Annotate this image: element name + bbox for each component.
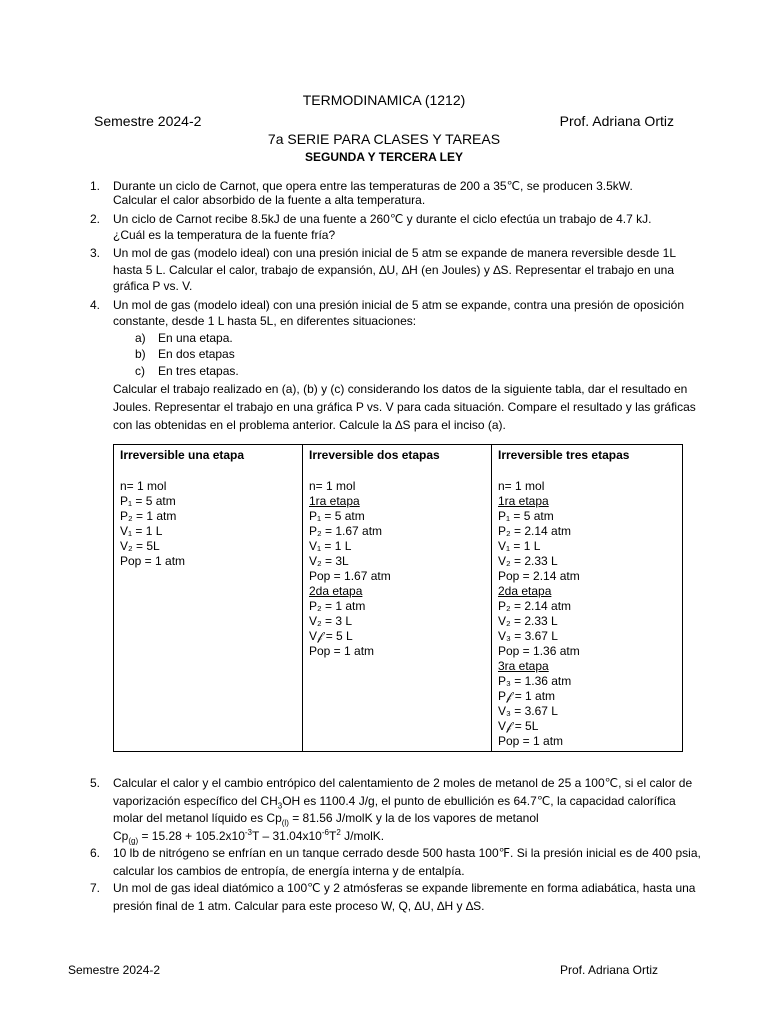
problem-number: 2. xyxy=(90,212,101,226)
cell-line: P₁ = 5 atm xyxy=(309,509,365,523)
cell-line: V₃ = 3.67 L xyxy=(498,704,558,718)
cell-line: n= 1 mol xyxy=(498,479,545,493)
data-table xyxy=(113,444,683,752)
cell-line: Pop = 2.14 atm xyxy=(498,569,580,583)
problem-text: Un mol de gas ideal diatómico a 100℃ y 2 atmósferas se expande libremente en forma adiabática, hasta una presión final de 1 atm. Calcular para este proceso W, Q, ∆U, ∆H y ∆S. xyxy=(113,881,696,913)
problem-number: 7. xyxy=(90,881,101,895)
problem-2 xyxy=(90,211,702,243)
cell-line: Pop = 1.36 atm xyxy=(498,644,580,658)
cell-line: P₁ = 5 atm xyxy=(498,509,554,523)
problem-text: Un mol de gas (modelo ideal) con una presión inicial de 5 atm se expande de manera reversible desde 1L hasta 5 L. Calcular el calor, trabajo de expansión, ∆U, ∆H (en Joules) y ∆S. Representar el trabajo en una gráfica P vs. V. xyxy=(113,246,676,293)
problem-text-line: ¿Cuál es la temperatura de la fuente fría? xyxy=(113,228,336,242)
cell-line: P₂ = 2.14 atm xyxy=(498,599,572,613)
stage-heading: 3ra etapa xyxy=(498,659,549,673)
problem-text-line: Calcular el calor absorbido de la fuente a alta temperatura. xyxy=(113,193,426,207)
cell-line: V₃ = 3.67 L xyxy=(498,629,558,643)
problem-number: 4. xyxy=(90,297,101,312)
table-header: Irreversible tres etapas xyxy=(492,445,683,467)
problem-text: 10 lb de nitrógeno se enfrían en un tanque cerrado desde 500 hasta 100℉. Si la presión inicial es de 400 psia, calcular los cambios de entropía, de energía interna y de entalpía. xyxy=(113,846,701,878)
sub-list xyxy=(113,330,702,380)
footer-professor: Prof. Adriana Ortiz xyxy=(559,963,658,977)
text-run: J/molK. xyxy=(340,828,385,843)
sub-item-label: b) xyxy=(135,347,146,361)
table-header: Irreversible dos etapas xyxy=(303,445,492,467)
problem-number: 1. xyxy=(90,179,101,193)
cell-line: P₂ = 1.67 atm xyxy=(309,524,383,538)
problem-1 xyxy=(90,179,702,207)
problem-number: 3. xyxy=(90,246,101,260)
cell-line: V𝒻 = 5L xyxy=(498,719,539,733)
problem-text-line: Un ciclo de Carnot recibe 8.5kJ de una fuente a 260℃ y durante el ciclo efectúa un trabajo de 4.7 kJ. xyxy=(113,212,652,226)
problem-text: Un mol de gas (modelo ideal) con una presión inicial de 5 atm se expande, contra una presión de oposición constante, desde 1 L hasta 5L, en diferentes situaciones: xyxy=(113,297,685,328)
cell-line: V₂ = 2.33 L xyxy=(498,554,558,568)
text-run: OH es 1100.4 J/g, el punto de ebullición es 64.7℃, la capacidad calorífica molar del metanol líquido es Cp xyxy=(113,793,676,825)
subscript: (g) xyxy=(128,835,139,845)
cell-line: V₁ = 1 L xyxy=(309,539,352,553)
text-run: = 15.28 + 105.2x10 xyxy=(138,828,245,843)
problem-text-after: Calcular el trabajo realizado en (a), (b) y (c) considerando los datos de la siguiente tabla, dar el resultado en Joules. Representar el trabajo en una gráfica P vs. V para cada situación. Compare el resultado y las gráficas con las obtenidas en el problema anterior. Calcule la ∆S para el inciso (a). xyxy=(113,382,696,432)
sub-item-c xyxy=(135,363,702,380)
cell-line: Pop = 1 atm xyxy=(309,644,375,658)
problem-5 xyxy=(90,775,702,845)
problem-6 xyxy=(90,845,702,880)
subscript: (l) xyxy=(281,818,289,828)
table-row xyxy=(114,466,683,752)
cell-line: P₂ = 1 atm xyxy=(309,599,366,613)
cell-line: P₂ = 2.14 atm xyxy=(498,524,572,538)
text-run: Cp xyxy=(113,828,129,843)
cell-line: n= 1 mol xyxy=(309,479,356,493)
problem-4 xyxy=(90,297,702,435)
semester-label: Semestre 2024-2 xyxy=(94,113,202,129)
table-cell-one-stage xyxy=(114,466,303,752)
professor-label: Prof. Adriana Ortiz xyxy=(559,113,674,129)
sub-item-label: c) xyxy=(135,363,145,378)
problem-3 xyxy=(90,245,702,295)
sub-item-b xyxy=(135,346,702,363)
section-subtitle: SEGUNDA Y TERCERA LEY xyxy=(304,150,464,164)
text-run: T – 31.04x10 xyxy=(252,828,322,843)
series-title: 7a SERIE PARA CLASES Y TAREAS xyxy=(267,131,501,147)
cell-line: V₁ = 1 L xyxy=(120,524,163,538)
superscript: -3 xyxy=(244,827,253,837)
cell-line: P₃ = 1.36 atm xyxy=(498,674,572,688)
sub-item-text: En una etapa. xyxy=(158,330,233,345)
cell-line: P₂ = 1 atm xyxy=(120,509,177,523)
text-run: T xyxy=(328,828,337,843)
cell-line: P₁ = 5 atm xyxy=(120,494,176,508)
table-cell-three-stages xyxy=(492,466,683,752)
table-header-row xyxy=(114,445,683,467)
cell-line: V₁ = 1 L xyxy=(498,539,541,553)
text-run: = 81.56 J/molK y la de los vapores de metanol xyxy=(288,811,539,825)
cell-line: Pop = 1 atm xyxy=(498,734,564,748)
problem-text-line: Durante un ciclo de Carnot, que opera entre las temperaturas de 200 a 35℃, se producen 3.5kW. xyxy=(113,179,633,193)
problem-list-bottom xyxy=(90,775,702,915)
course-title: TERMODINAMICA (1212) xyxy=(302,92,466,108)
sub-item-a xyxy=(135,330,702,347)
cell-line: V₂ = 3 L xyxy=(309,614,353,628)
problem-number: 6. xyxy=(90,846,101,860)
table-header: Irreversible una etapa xyxy=(114,445,303,467)
problem-7 xyxy=(90,880,702,915)
cell-line: V𝒻 = 5 L xyxy=(309,629,353,643)
sub-item-label: a) xyxy=(135,330,146,345)
stage-heading: 2da etapa xyxy=(498,584,552,598)
problem-list-top xyxy=(90,179,702,434)
problem-text xyxy=(113,775,702,845)
cell-line: P𝒻 = 1 atm xyxy=(498,689,556,703)
stage-heading: 2da etapa xyxy=(309,584,363,598)
table-cell-two-stages xyxy=(303,466,492,752)
footer-semester: Semestre 2024-2 xyxy=(68,963,161,977)
sub-item-text: En dos etapas xyxy=(158,347,235,361)
problem-number: 5. xyxy=(90,776,101,790)
stage-heading: 1ra etapa xyxy=(498,494,549,508)
cell-line: Pop = 1.67 atm xyxy=(309,569,391,583)
superscript: -6 xyxy=(321,827,329,837)
superscript: 2 xyxy=(336,827,341,837)
subscript: 3 xyxy=(277,800,283,810)
text-run: Calcular el calor y el cambio entrópico del calentamiento de 2 moles de metanol de 25 a 100℃, si el calor de vaporización específico del CH xyxy=(113,776,693,808)
cell-line: V₂ = 5L xyxy=(120,539,160,553)
sub-item-text: En tres etapas. xyxy=(158,363,239,378)
cell-line: Pop = 1 atm xyxy=(120,554,186,568)
cell-line: V₂ = 2.33 L xyxy=(498,614,558,628)
cell-line: V₂ = 3L xyxy=(309,554,349,568)
stage-heading: 1ra etapa xyxy=(309,494,360,508)
cell-line: n= 1 mol xyxy=(120,479,167,493)
